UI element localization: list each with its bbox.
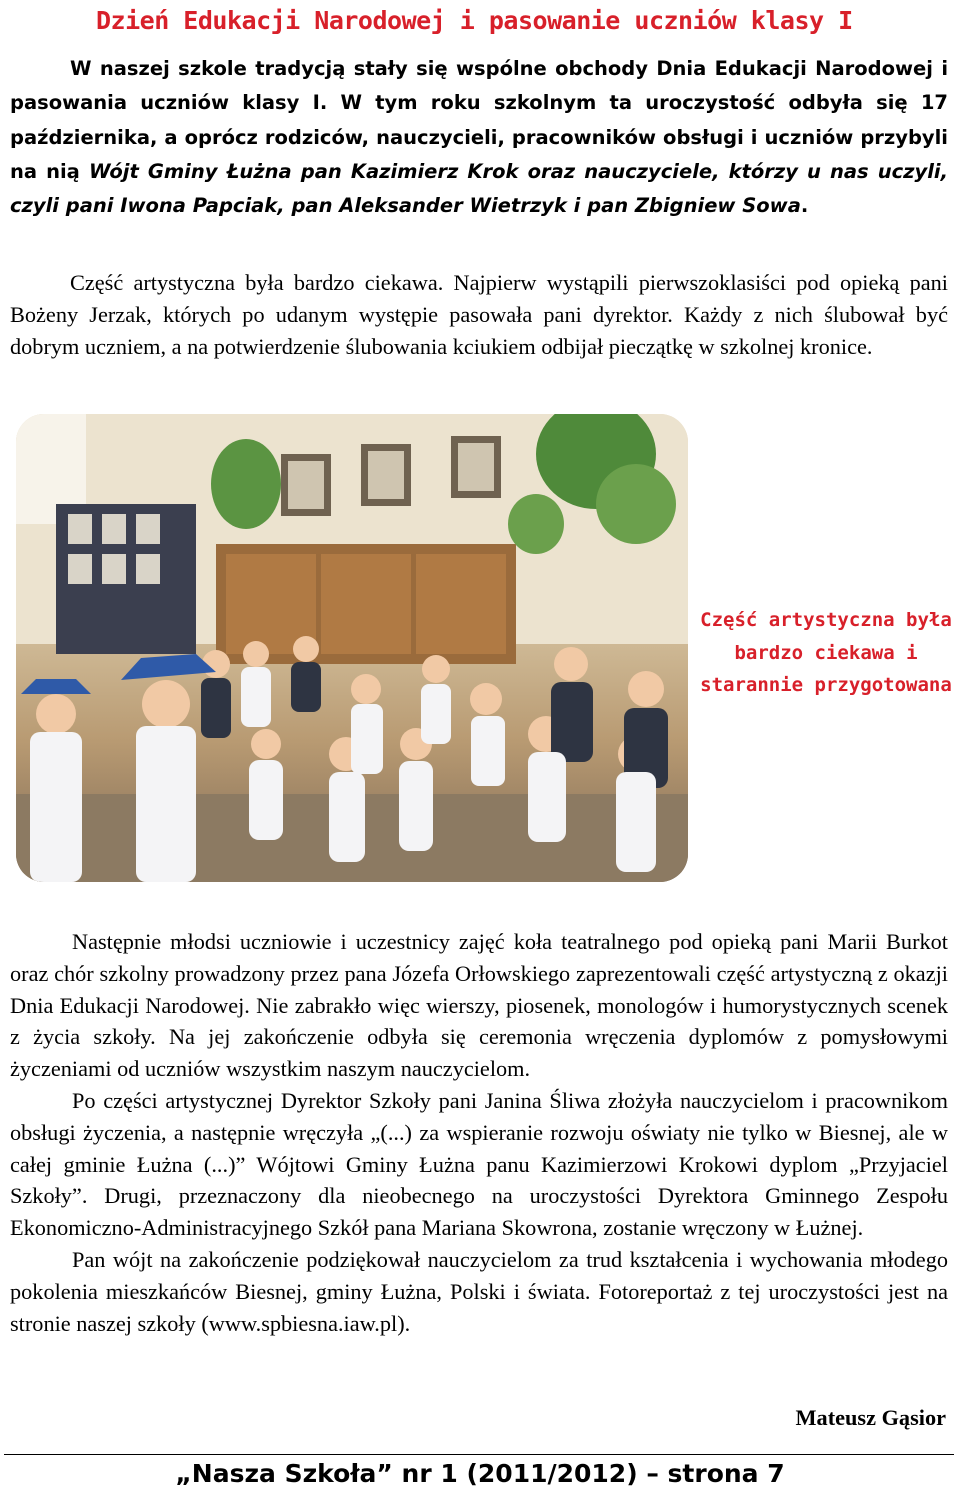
intro-paragraph <box>10 52 948 223</box>
author-name: Mateusz Gąsior <box>795 1405 946 1430</box>
body-paragraph: Pan wójt na zakończenie podziękował nauczycielom za trud kształcenia i wychowania młodego pokolenia mieszkańców Biesnej, gminy Łużna, Polski i świata. Fotoreportaż z tej uroczystości jest na stronie naszej szkoły (www.spbiesna.iaw.pl). <box>10 1246 948 1336</box>
paragraph-artistic: Część artystyczna była bardzo ciekawa. Najpierw wystąpili pierwszoklasiści pod opieką pani Bożeny Jerzak, których po udanym występie pasowała pani dyrektor. Każdy z nich ślubował być dobrym uczniem, a na potwierdzenie ślubowania kciukiem odbijał pieczątkę w szkolnej kronice. <box>10 270 948 359</box>
intro-guests: Wójt Gminy Łużna pan Kazimierz Krok oraz nauczyciele, którzy u nas uczyli, czyli pani Iwona Papciak, pan Aleksander Wietrzyk i pan Zbigniew Sowa <box>10 159 949 218</box>
body-paragraph: Następnie młodsi uczniowie i uczestnicy zajęć koła teatralnego pod opieką pani Marii Burkot oraz chór szkolny prowadzony przez pana Józefa Orłowskiego zaprezentowali część artystyczną z okazji Dnia Edukacji Narodowej. Nie zabrakło więc wierszy, piosenek, monologów i humorystycznych scenek z życia szkoły. Na jej zakończenie odbyła się ceremonia wręczenia dyplomów z pomysłowymi życzeniami od uczniów wszystkim naszym nauczycielom. <box>10 929 948 1082</box>
event-photo-illustration <box>16 414 688 882</box>
intro-end: . <box>800 194 809 218</box>
article-body <box>10 926 948 1339</box>
photo-caption: Część artystyczna była bardzo ciekawa i starannie przygotowana <box>700 609 952 696</box>
body-paragraph: Po części artystycznej Dyrektor Szkoły pani Janina Śliwa złożyła nauczycielom i pracownikom obsługi życzenia, a następnie wręczyła „(...) za wspieranie rozwoju oświaty nie tylko w Biesnej, ale w całej gminie Łużna (...)” Wójtowi Gminy Łużna panu Kazimierzowi Krokowi dyplom „Przyjaciel Szkoły”. Drugi, przeznaczony dla nieobecnego na uroczystości Dyrektora Gminnego Zespołu Ekonomiczno-Administracyjnego Szkół pana Mariana Skowrona, zostanie wręczony w Łużnej. <box>10 1087 948 1241</box>
event-photo <box>16 414 688 882</box>
article-title: Dzień Edukacji Narodowej i pasowanie uczniów klasy I <box>96 6 853 35</box>
page-footer: „Nasza Szkoła” nr 1 (2011/2012) – strona 7 <box>175 1459 785 1488</box>
intro-text: W naszej szkole tradycją stały się wspólne obchody Dnia Edukacji Narodowej i pasowania uczniów klasy I. W tym roku szkolnym ta uroczystość odbyła się 17 października, a oprócz rodziców, nauczycieli, pracowników obsługi i uczniów przybyli na nią <box>10 57 948 183</box>
